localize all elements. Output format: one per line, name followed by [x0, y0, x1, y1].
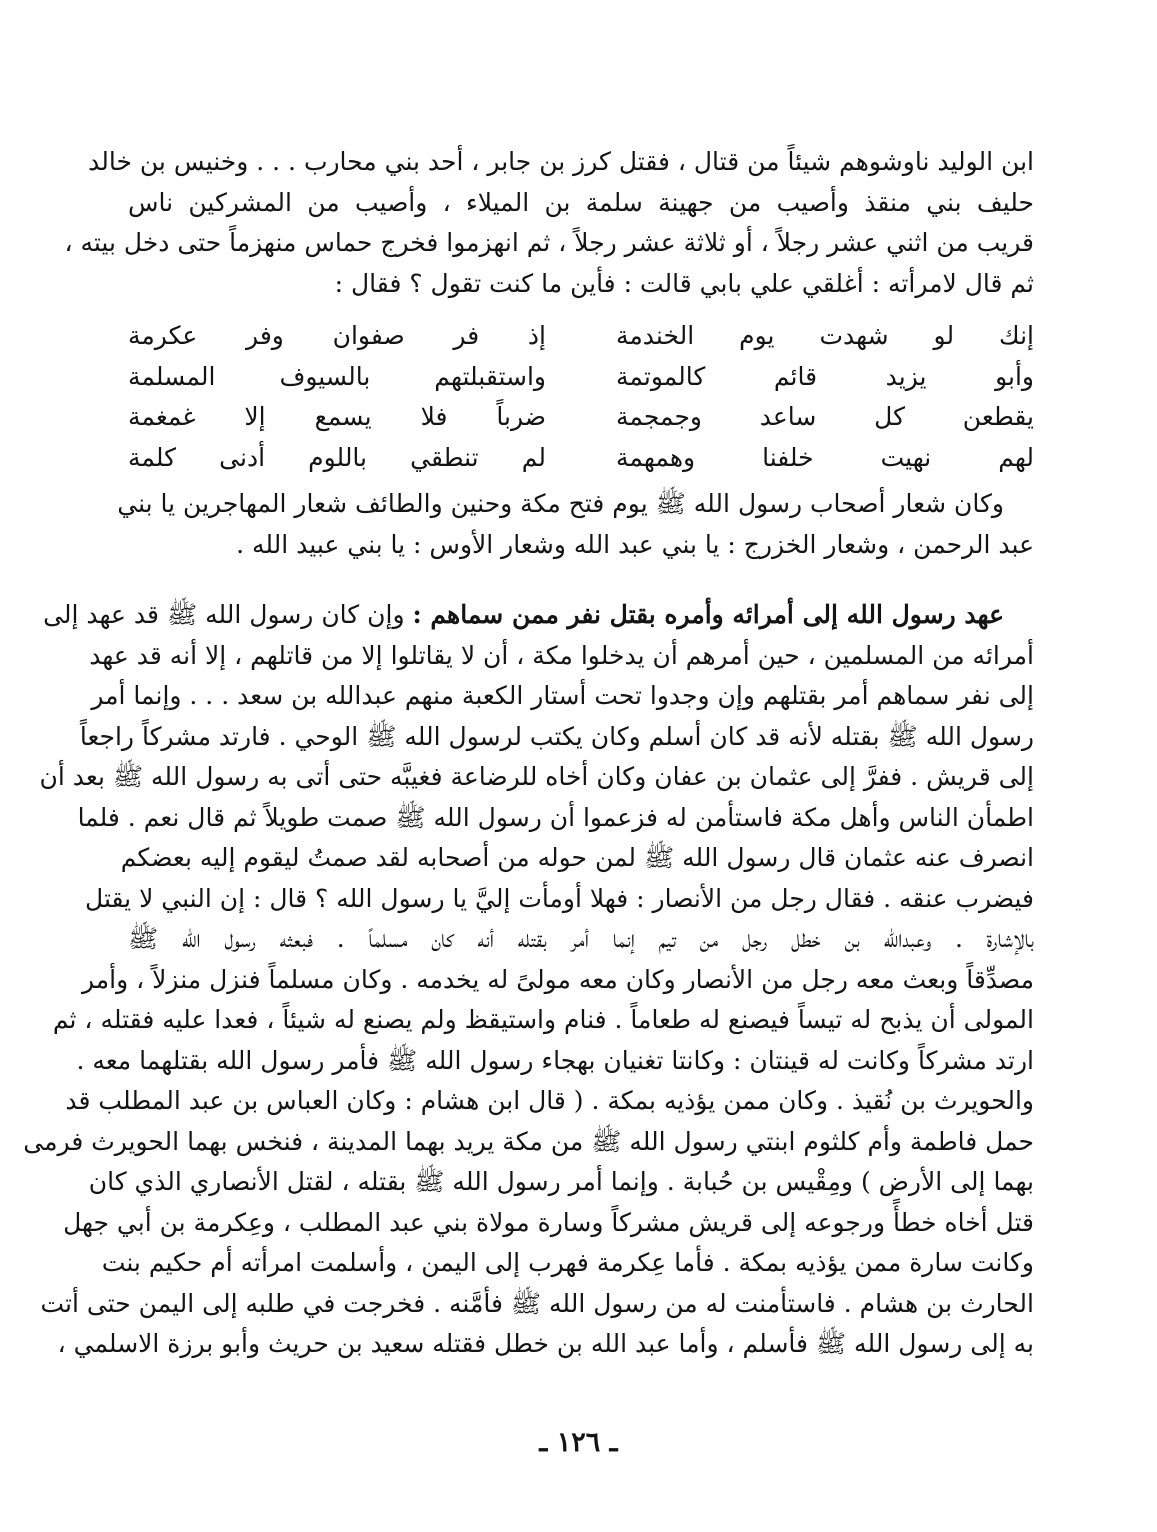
text-line: وكانت سارة ممن يؤذيه بمكة . فأما عِكرمة فهرب إلى اليمن ، وأسلمت امرأته أم حكيم بنت: [101, 1248, 1034, 1277]
text-run: وإن كان رسول الله ﷺ قد عهد إلى: [43, 600, 405, 629]
text-line: انصرف عنه عثمان قال رسول الله ﷺ لمن حوله من أصحابه لقد صمتُ ليقوم إليه بعضكم: [120, 843, 1034, 872]
poem-verse-right: لهم نهيت خلفنا وهمهمة: [616, 442, 1034, 472]
section-paragraph: [23, 595, 1034, 1365]
text-line: ثم قال لامرأته : أغلقي علي بابي قالت : فأين ما كنت تقول ؟ فقال :: [334, 268, 1034, 298]
text-line: بالإشارة . وعبدالله بن خطل رجل من تيم إنما أمر بقتله أنه كان مسلماً . فبعثه رسول الله ﷺ: [128, 924, 1034, 953]
poem-verse-right: وأبو يزيد قائم كالموتمة: [616, 361, 1034, 391]
text-line: المولى أن يذبح له تيساً فيصنع له طعاماً . فنام واستيقظ ولم يصنع له شيئاً ، فعدا عليه فقتله ، ثم: [52, 1005, 1034, 1034]
text-line: قريب من اثني عشر رجلاً ، أو ثلاثة عشر رجلاً ، ثم انهزموا فخرج حماس منهزماً حتى دخل بيته ،: [64, 228, 1034, 257]
text-line: إلى قريش . ففرَّ إلى عثمان بن عفان وكان أخاه للرضاعة فغيبَّه حتى أتى به رسول الله ﷺ بعد أن: [39, 762, 1034, 791]
text-line: الحارث بن هشام . فاستأمنت له من رسول الله ﷺ فأمَّنه . فخرجت في طلبه إلى اليمن حتى أتت: [40, 1288, 1034, 1318]
text-line: أمرائه من المسلمين ، حين أمرهم أن يدخلوا مكة ، أن لا يقاتلوا إلا من قاتلهم ، إلا أنه قد عهد: [89, 640, 1034, 670]
text-line: ارتد مشركاً وكانت له قينتان : وكانتا تغنيان بهجاء رسول الله ﷺ فأمر رسول الله بقتلهما معه .: [76, 1045, 1034, 1075]
text-line: ابن الوليد ناوشوهم شيئاً من قتال ، فقتل كرز بن جابر ، أحد بني محارب . . . وخنيس بن خالد: [88, 147, 1034, 176]
text-line: عبد الرحمن ، وشعار الخزرج : يا بني عبد الله وشعار الأوس : يا بني عبيد الله .: [236, 529, 1034, 559]
poem-verse-left: ضرباً فلا يسمع إلا غمغمة: [128, 402, 546, 431]
section-spacer: [128, 565, 1034, 595]
text-line: بهما إلى الأرض ) ومِقْيس بن حُبابة . وإنما أمر رسول الله ﷺ بقتله ، لقتل الأنصاري الذي كان: [88, 1167, 1034, 1196]
page-body: [23, 142, 1034, 1365]
intro-paragraph: [64, 142, 1034, 304]
section-first-line: [43, 595, 1034, 636]
poem: [128, 316, 1034, 478]
text-line: اطمأن الناس وأهل مكة فاستأمن له فزعموا أن رسول الله ﷺ صمت طويلاً ثم قال نعم . فلما: [77, 802, 1034, 832]
text-line: إلى نفر سماهم أمر بقتلهم وإن وجدوا تحت أستار الكعبة منهم عبدالله بن سعد . . . وإنما أمر: [91, 681, 1034, 710]
text-line: فيضرب عنقه . فقال رجل من الأنصار : فهلا أومأت إليَّ يا رسول الله ؟ قال : إن النبي لا يقتل: [85, 883, 1034, 913]
text-line: وكان شعار أصحاب رسول الله ﷺ يوم فتح مكة وحنين والطائف شعار المهاجرين يا بني: [117, 489, 1004, 518]
section-heading: عهد رسول الله إلى أمرائه وأمره بقتل نفر ممن سماهم :: [412, 600, 1004, 629]
poem-verse-right: إنك لو شهدت يوم الخندمة: [616, 321, 1034, 350]
text-line: به إلى رسول الله ﷺ فأسلم ، وأما عبد الله بن خطل فقتله سعيد بن حريث وأبو برزة الاسلمي ،: [57, 1329, 1034, 1358]
slogan-paragraph: [117, 484, 1034, 565]
text-line: والحويرث بن نُقيذ . وكان ممن يؤذيه بمكة . ( قال ابن هشام : وكان العباس بن عبد المطلب قد: [65, 1086, 1034, 1115]
text-line: مصدِّقاً وبعث معه رجل من الأنصار وكان معه مولىً له يخدمه . وكان مسلماً فنزل منزلاً ، وأمر: [81, 964, 1034, 994]
text-line: رسول الله ﷺ بقتله لأنه قد كان أسلم وكان يكتب لرسول الله ﷺ الوحي . فارتد مشركاً راجعاً: [79, 721, 1034, 751]
text-line: قتل أخاه خطأً ورجوعه إلى قريش مشركاً وسارة مولاة بني عبد المطلب ، وعِكرمة بن أبي جهل: [63, 1207, 1034, 1237]
poem-verse-left: واستقبلتهم بالسيوف المسلمة: [128, 361, 546, 391]
text-line: حليف بني منقذ وأصيب من جهينة سلمة بن الميلاء ، وأصيب من المشركين ناس: [128, 187, 1034, 217]
poem-verse-left: لم تنطقي باللوم أدنى كلمة: [128, 442, 546, 472]
poem-verse-right: يقطعن كل ساعد وجمجمة: [616, 402, 1034, 431]
text-line: حمل فاطمة وأم كلثوم ابنتي رسول الله ﷺ من مكة يريد بهما المدينة ، فنخس بهما الحويرث فرمى: [23, 1126, 1034, 1156]
page-number: ـ ١٢٦ ـ: [539, 1427, 618, 1458]
poem-verse-left: إذ فر صفوان وفر عكرمة: [128, 321, 546, 350]
